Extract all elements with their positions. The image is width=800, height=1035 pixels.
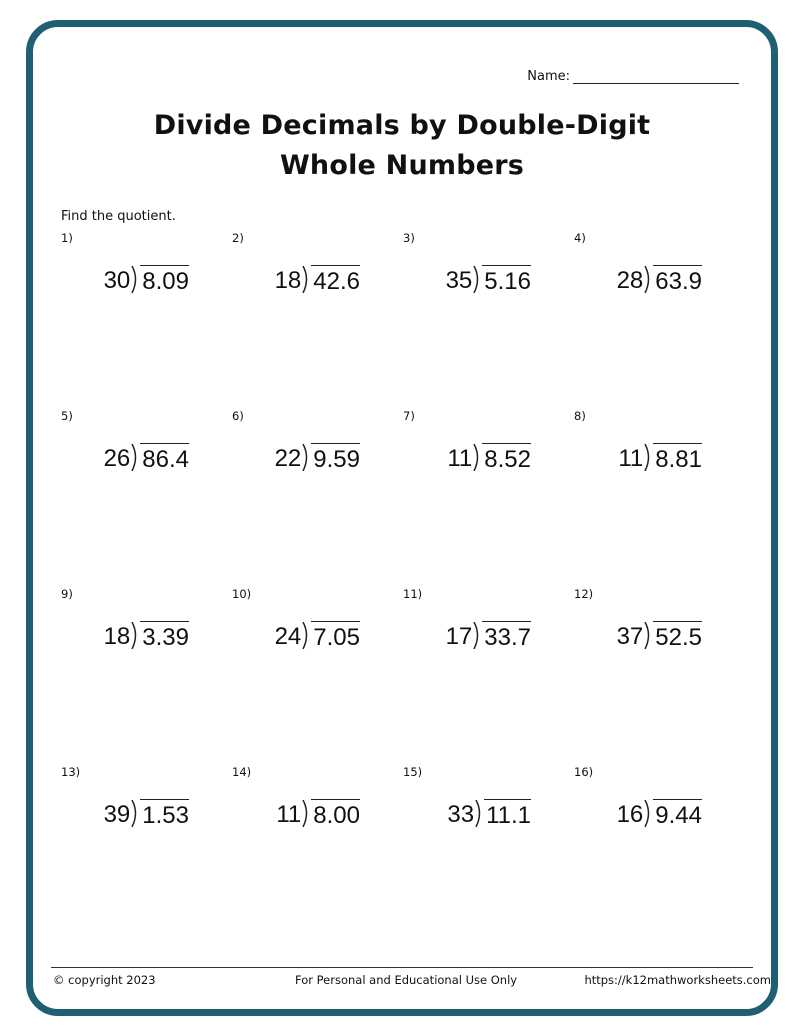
problem-number: 14)	[232, 765, 252, 779]
division-bracket-icon	[643, 800, 653, 827]
division-bracket-icon	[643, 444, 653, 471]
division-bracket-icon	[474, 800, 484, 827]
long-division-expression	[104, 799, 189, 829]
problem-item	[61, 409, 231, 509]
long-division-expression	[447, 799, 531, 829]
division-bracket-icon	[643, 622, 653, 649]
problem-number: 11)	[403, 587, 423, 601]
dividend: 8.52	[482, 443, 531, 473]
problem-item	[232, 231, 402, 331]
worksheet-frame	[26, 20, 778, 1016]
long-division-expression	[617, 799, 702, 829]
long-division-expression	[617, 621, 702, 651]
page-title	[33, 106, 771, 186]
divisor: 28	[616, 267, 644, 294]
name-field-row	[527, 69, 739, 84]
dividend: 8.09	[140, 265, 189, 295]
division-bracket-icon	[130, 622, 140, 649]
dividend: 1.53	[140, 799, 189, 829]
footer-url: https://k12mathworksheets.com	[584, 973, 771, 987]
long-division-expression	[446, 621, 531, 651]
problem-item	[232, 765, 402, 865]
long-division-expression	[275, 265, 360, 295]
divisor: 18	[103, 623, 131, 650]
divisor: 11	[276, 801, 302, 828]
division-bracket-icon	[130, 266, 140, 293]
divisor: 39	[103, 801, 131, 828]
long-division-expression	[104, 621, 189, 651]
dividend: 42.6	[311, 265, 360, 295]
footer-usage: For Personal and Educational Use Only	[295, 973, 518, 987]
problem-number: 4)	[574, 231, 586, 245]
division-bracket-icon	[472, 266, 482, 293]
dividend: 33.7	[482, 621, 531, 651]
problem-item	[61, 587, 231, 687]
long-division-expression	[446, 265, 531, 295]
problem-item	[61, 231, 231, 331]
divisor: 35	[445, 267, 473, 294]
long-division-expression	[104, 443, 189, 473]
division-bracket-icon	[130, 800, 140, 827]
division-bracket-icon	[301, 266, 311, 293]
division-bracket-icon	[472, 444, 482, 471]
problem-item	[403, 409, 573, 509]
dividend: 9.59	[311, 443, 360, 473]
dividend: 9.44	[653, 799, 702, 829]
dividend: 5.16	[482, 265, 531, 295]
long-division-expression	[618, 443, 702, 473]
dividend: 11.1	[484, 799, 531, 829]
divisor: 33	[447, 801, 475, 828]
problem-item	[403, 231, 573, 331]
division-bracket-icon	[643, 266, 653, 293]
divisor: 24	[274, 623, 302, 650]
division-bracket-icon	[130, 444, 140, 471]
problem-item	[574, 231, 744, 331]
title-line-2: Whole Numbers	[279, 150, 525, 181]
long-division-expression	[275, 443, 360, 473]
problem-number: 2)	[232, 231, 244, 245]
problem-grid	[61, 231, 751, 951]
problem-number: 1)	[61, 231, 73, 245]
long-division-expression	[104, 265, 189, 295]
divisor: 11	[447, 445, 473, 472]
dividend: 7.05	[311, 621, 360, 651]
problem-item	[232, 587, 402, 687]
title-line-1: Divide Decimals by Double-Digit	[153, 110, 651, 141]
problem-number: 16)	[574, 765, 594, 779]
division-bracket-icon	[301, 622, 311, 649]
divisor: 16	[616, 801, 644, 828]
divisor: 22	[274, 445, 302, 472]
dividend: 52.5	[653, 621, 702, 651]
problem-item	[574, 765, 744, 865]
divisor: 11	[618, 445, 644, 472]
instructions: Find the quotient.	[61, 209, 176, 224]
division-bracket-icon	[301, 800, 311, 827]
problem-item	[403, 765, 573, 865]
footer-copyright: © copyright 2023	[53, 973, 156, 987]
problem-item	[61, 765, 231, 865]
problem-number: 15)	[403, 765, 423, 779]
problem-item	[403, 587, 573, 687]
divisor: 18	[274, 267, 302, 294]
name-blank-line[interactable]	[573, 70, 739, 84]
problem-item	[574, 409, 744, 509]
long-division-expression	[617, 265, 702, 295]
problem-number: 3)	[403, 231, 415, 245]
problem-number: 9)	[61, 587, 73, 601]
problem-number: 13)	[61, 765, 81, 779]
problem-item	[232, 409, 402, 509]
divisor: 17	[445, 623, 473, 650]
problem-number: 5)	[61, 409, 73, 423]
divisor: 30	[103, 267, 131, 294]
division-bracket-icon	[301, 444, 311, 471]
problem-number: 12)	[574, 587, 594, 601]
long-division-expression	[276, 799, 360, 829]
problem-number: 8)	[574, 409, 586, 423]
problem-number: 6)	[232, 409, 244, 423]
divisor: 26	[103, 445, 131, 472]
dividend: 86.4	[140, 443, 189, 473]
dividend: 8.00	[311, 799, 360, 829]
problem-number: 10)	[232, 587, 252, 601]
division-bracket-icon	[472, 622, 482, 649]
long-division-expression	[447, 443, 531, 473]
name-label: Name:	[527, 69, 570, 84]
dividend: 8.81	[653, 443, 702, 473]
dividend: 3.39	[140, 621, 189, 651]
footer-divider	[51, 967, 753, 968]
problem-number: 7)	[403, 409, 415, 423]
problem-item	[574, 587, 744, 687]
long-division-expression	[275, 621, 360, 651]
divisor: 37	[616, 623, 644, 650]
dividend: 63.9	[653, 265, 702, 295]
